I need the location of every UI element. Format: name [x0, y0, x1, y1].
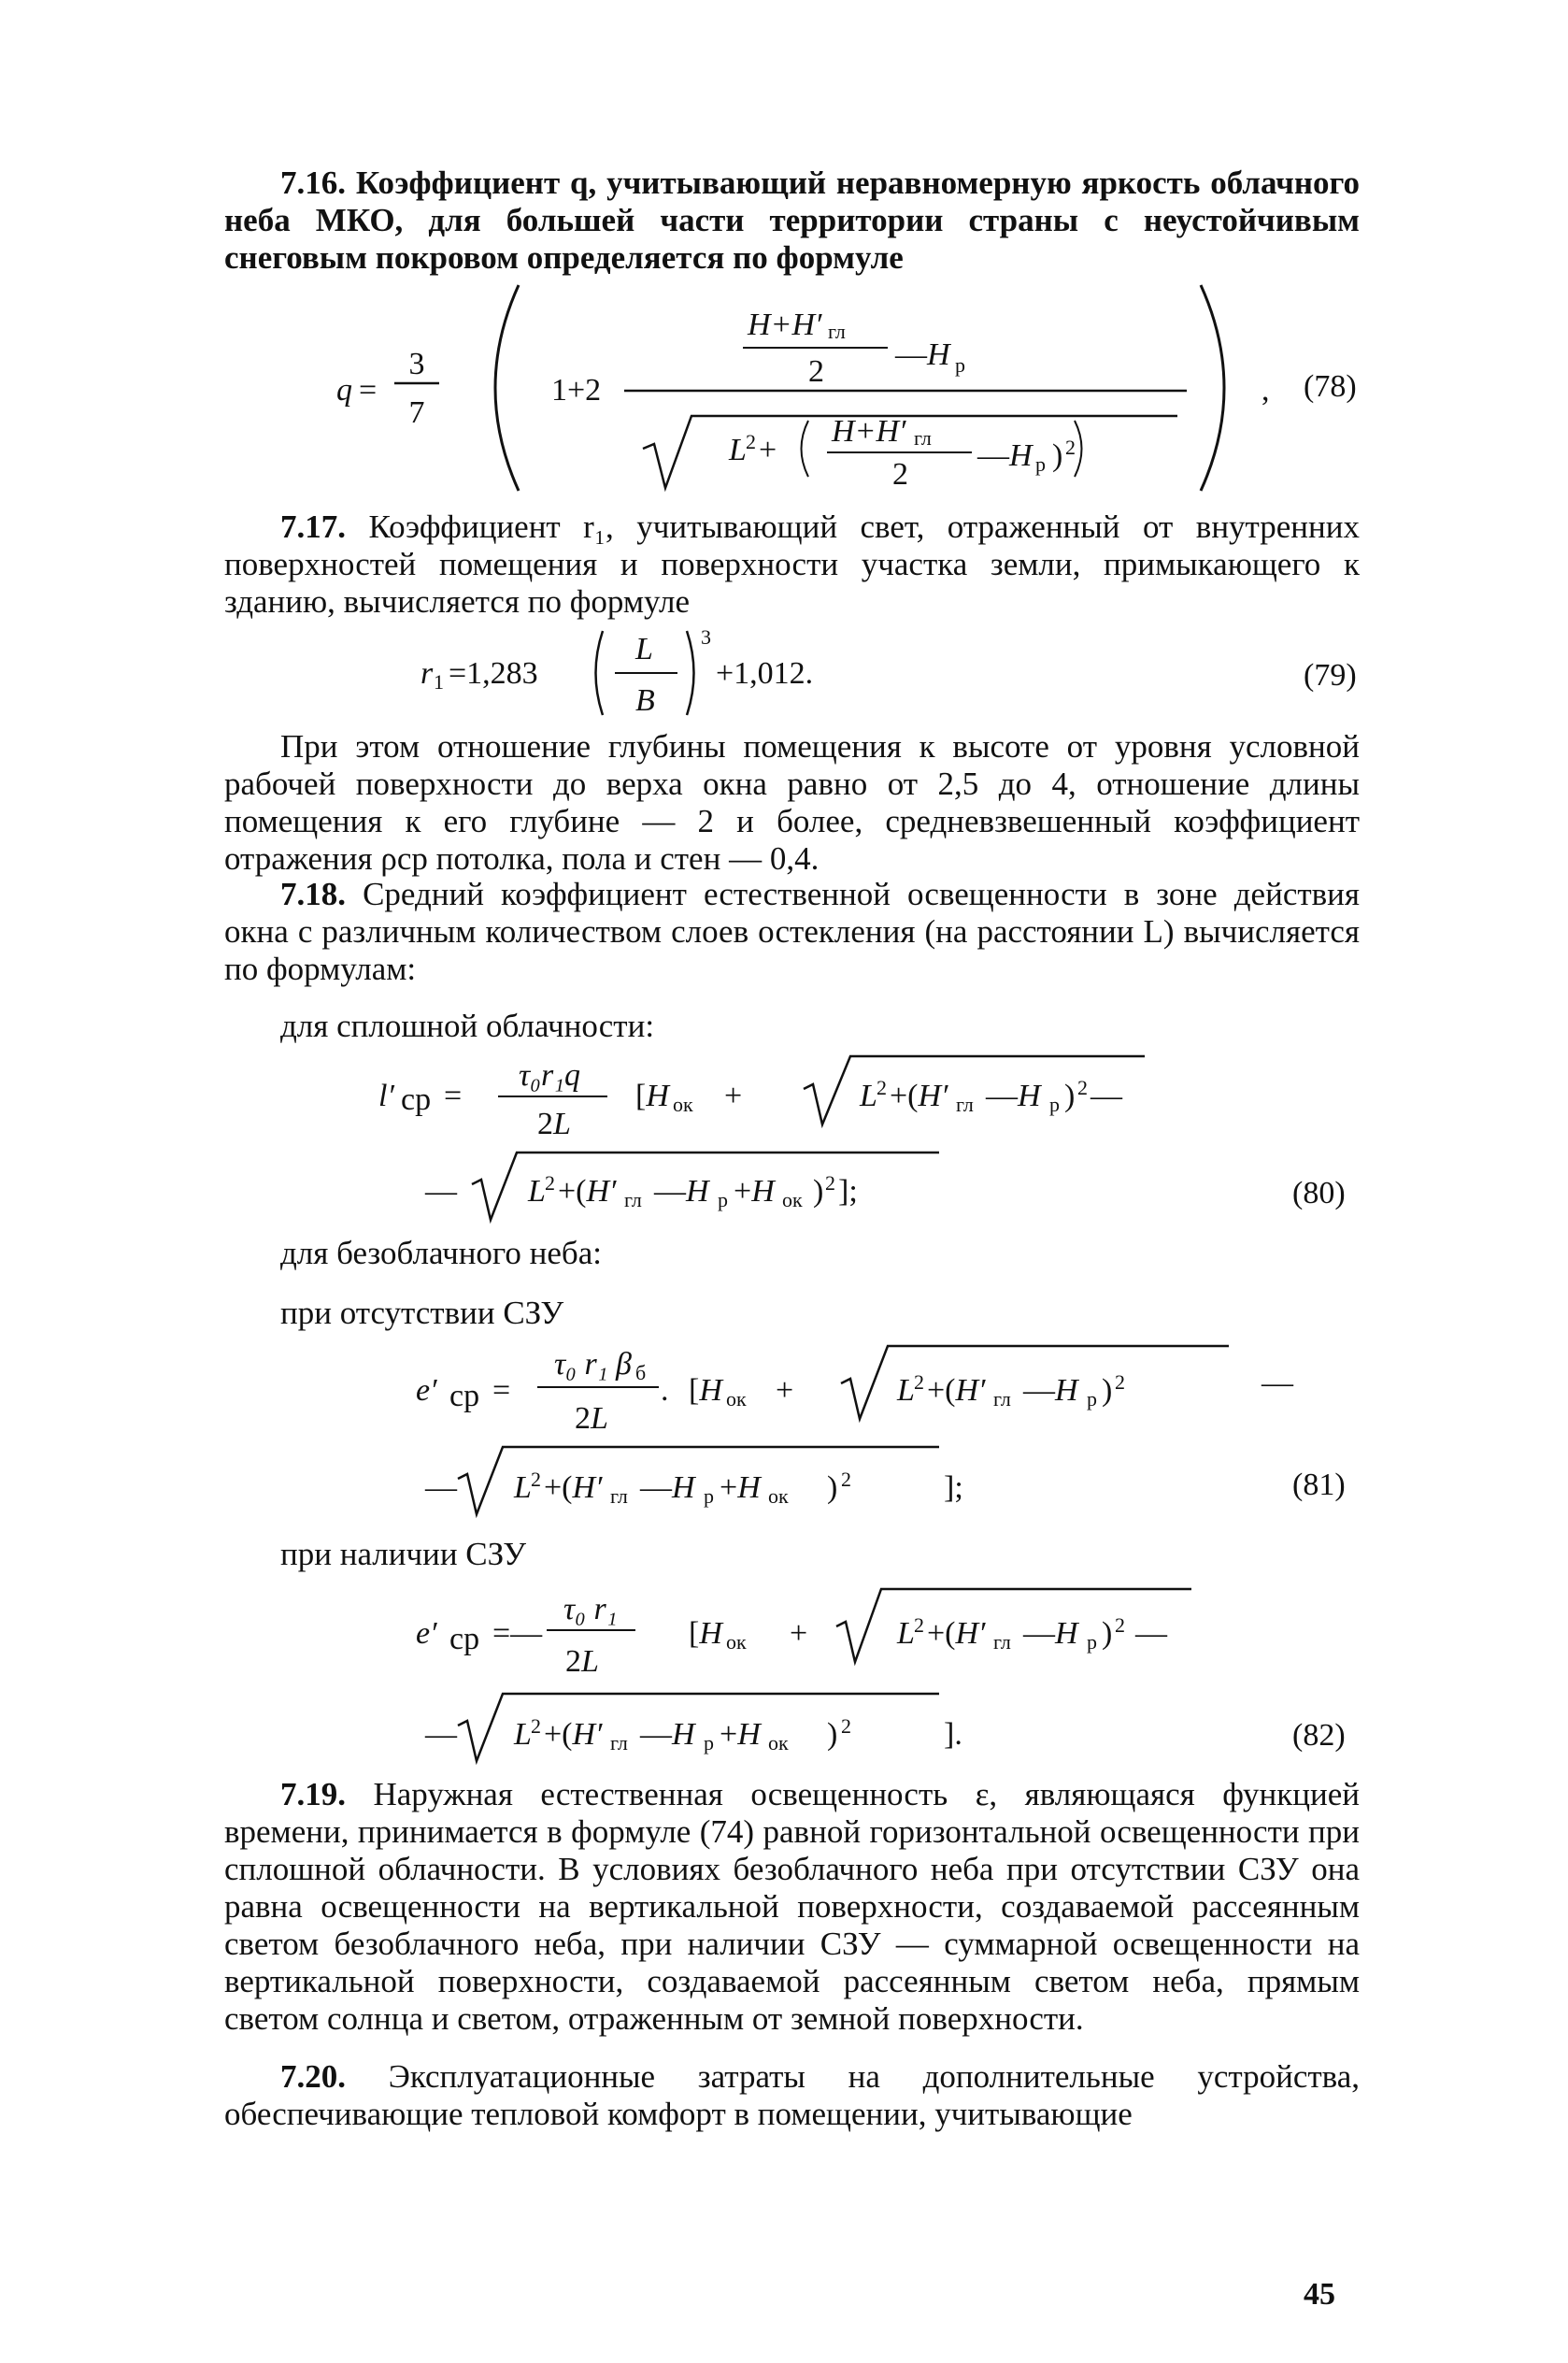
svg-text:+: +: [776, 1373, 794, 1408]
svg-text:3: 3: [408, 347, 425, 381]
svg-text:+: +: [724, 1079, 743, 1113]
svg-text:2: 2: [1115, 1613, 1125, 1637]
svg-text:—: —: [425, 1470, 457, 1505]
paragraph-7-20: [224, 2058, 1360, 2133]
svg-text:): ): [1102, 1616, 1113, 1651]
svg-text:гл: гл: [624, 1188, 642, 1211]
svg-text:7: 7: [408, 395, 425, 430]
svg-text:τ₀ r₁ β: τ₀ r₁ β: [554, 1347, 632, 1382]
svg-text:ок: ок: [782, 1188, 803, 1211]
svg-text:].: ].: [944, 1717, 962, 1752]
svg-text:): ): [1064, 1079, 1076, 1113]
svg-text:р: р: [1087, 1630, 1097, 1654]
svg-text:): ): [827, 1717, 838, 1752]
svg-text:+(H′: +(H′: [927, 1373, 986, 1408]
svg-text:L: L: [860, 1079, 877, 1113]
svg-text:—: —: [425, 1717, 457, 1752]
lead-overcast: для сплошной облачности:: [280, 1008, 655, 1044]
svg-text:—H: —H: [1023, 1616, 1078, 1651]
svg-text:2: 2: [877, 1076, 887, 1099]
svg-text:—: —: [425, 1174, 457, 1209]
svg-text:+H: +H: [720, 1470, 761, 1505]
svg-text:.: .: [661, 1373, 669, 1408]
equation-label-82: (82): [1292, 1718, 1346, 1753]
svg-text:2: 2: [531, 1714, 541, 1738]
svg-text:—: —: [977, 438, 1009, 473]
svg-text:—H: —H: [986, 1079, 1041, 1113]
formula-81: [416, 1337, 1350, 1524]
formula-82: [416, 1580, 1350, 1767]
svg-text:ср: ср: [401, 1082, 432, 1117]
svg-text:τ₀r₁q: τ₀r₁q: [519, 1058, 581, 1093]
svg-text:[H: [H: [635, 1079, 669, 1113]
paragraph-text: Коэффициент r₁, учитывающий свет, отраженный от внутренних поверхностей помещения и поверхности участка земли, примыкающего к зданию, вычисляется по формуле: [224, 508, 1361, 620]
paragraph-7-17-note: [224, 728, 1360, 878]
svg-text:+: +: [790, 1616, 808, 1651]
svg-text:гл: гл: [610, 1731, 628, 1754]
svg-text:б: б: [635, 1361, 647, 1384]
svg-text:,: ,: [1262, 373, 1270, 408]
svg-text:2: 2: [808, 354, 824, 389]
svg-text:2: 2: [545, 1171, 555, 1195]
svg-text:—: —: [1090, 1079, 1122, 1113]
svg-text:гл: гл: [828, 320, 846, 343]
svg-text:L: L: [514, 1470, 532, 1505]
svg-text:];: ];: [944, 1470, 963, 1505]
formula-78: [327, 280, 1374, 495]
svg-text:=: =: [492, 1373, 511, 1408]
svg-text:ок: ок: [768, 1731, 789, 1754]
svg-text:гл: гл: [993, 1387, 1011, 1411]
svg-text:гл: гл: [956, 1093, 974, 1116]
svg-text:—H: —H: [640, 1717, 695, 1752]
svg-text:=: =: [444, 1079, 463, 1113]
svg-text:р: р: [1035, 452, 1046, 476]
equation-label-80: (80): [1292, 1176, 1346, 1210]
svg-text:2L: 2L: [537, 1107, 571, 1141]
section-number: 7.18.: [280, 876, 346, 912]
svg-text:H+H′: H+H′: [832, 414, 906, 449]
svg-text:2: 2: [914, 1370, 924, 1394]
svg-text:2: 2: [1065, 436, 1076, 459]
svg-text:гл: гл: [993, 1630, 1011, 1654]
paragraph-text: Коэффициент q, учитывающий неравномерную яркость облачного неба МКО, для большей части территории страны с неустойчивым снеговым покровом определяется по формуле: [224, 165, 1361, 276]
svg-text:—H: —H: [640, 1470, 695, 1505]
svg-text:H+H′: H+H′: [748, 308, 822, 342]
svg-text:ок: ок: [673, 1093, 693, 1116]
svg-text:1+2: 1+2: [551, 373, 602, 408]
lead-with-szu: при наличии СЗУ: [280, 1536, 527, 1572]
svg-text:τ₀ r₁: τ₀ r₁: [563, 1592, 618, 1626]
svg-text:e′: e′: [416, 1373, 437, 1408]
svg-text:): ): [813, 1174, 824, 1209]
svg-text:—: —: [1262, 1366, 1293, 1400]
section-number: 7.20.: [280, 2058, 346, 2095]
formula-80: [378, 1052, 1313, 1239]
svg-text:гл: гл: [610, 1484, 628, 1508]
svg-text:L: L: [514, 1717, 532, 1752]
svg-text:): ): [1052, 438, 1063, 473]
svg-text:ок: ок: [768, 1484, 789, 1508]
svg-text:1: 1: [434, 670, 444, 694]
svg-text:+(H′: +(H′: [927, 1616, 986, 1651]
svg-text:L: L: [528, 1174, 546, 1209]
svg-text:r: r: [421, 656, 434, 691]
formula-79: [421, 622, 888, 724]
svg-text:+(H′: +(H′: [890, 1079, 948, 1113]
svg-text:2L: 2L: [565, 1644, 599, 1679]
svg-text:+(H′: +(H′: [544, 1470, 603, 1505]
svg-text:2: 2: [825, 1171, 835, 1195]
svg-text:ср: ср: [449, 1622, 480, 1656]
svg-text:р: р: [718, 1188, 728, 1211]
svg-text:р: р: [955, 353, 965, 377]
svg-text:2: 2: [531, 1468, 541, 1491]
svg-text:L: L: [729, 433, 747, 467]
lead-clear-sky: для безоблачного неба:: [280, 1235, 602, 1271]
section-number: 7.19.: [280, 1776, 346, 1812]
paragraph-text: При этом отношение глубины помещения к высоте от уровня условной рабочей поверхности до верха окна равно от 2,5 до 4, отношение длины помещения к его глубине — 2 и более, средневзвешенный коэффициент отражения ρср потолка, пола и стен — 0,4.: [224, 728, 1360, 877]
paragraph-text: Наружная естественная освещенность ε, являющаяся функцией времени, принимается в формуле (74) равной горизонтальной освещенности при сплошной облачности. В условиях безоблачного неба при отсутствии СЗУ она равна освещенности на вертикальной поверхности, создаваемой рассеянным светом безоблачного неба, при наличии СЗУ — суммарной освещенности на вертикальной поверхности, создаваемой рассеянным светом неба, прямым светом солнца и светом, отраженным от земной поверхности.: [224, 1776, 1360, 2037]
equation-label-78: (78): [1304, 369, 1357, 404]
svg-text:[H: [H: [689, 1616, 722, 1651]
svg-text:2L: 2L: [575, 1401, 608, 1436]
svg-text:L: L: [635, 632, 653, 666]
paragraph-7-18: [224, 876, 1360, 988]
equation-label-81: (81): [1292, 1468, 1346, 1502]
svg-text:q: q: [336, 373, 352, 408]
svg-text:+(H′: +(H′: [544, 1717, 603, 1752]
svg-text:H: H: [927, 337, 950, 372]
svg-text:2: 2: [1077, 1076, 1088, 1099]
svg-text:ок: ок: [726, 1630, 747, 1654]
svg-text:р: р: [1087, 1387, 1097, 1411]
svg-text:H: H: [1009, 438, 1033, 473]
svg-text:ок: ок: [726, 1387, 747, 1411]
svg-text:L: L: [897, 1373, 915, 1408]
svg-text:+1,012.: +1,012.: [716, 656, 814, 691]
svg-text:B: B: [635, 683, 655, 718]
paragraph-text: Эксплуатационные затраты на дополнительные устройства, обеспечивающие тепловой комфорт в помещении, учитывающие: [224, 2058, 1361, 2132]
svg-text:l′: l′: [378, 1079, 394, 1113]
svg-text:2: 2: [841, 1714, 851, 1738]
svg-text:=1,283: =1,283: [449, 656, 538, 691]
paragraph-7-16: [224, 165, 1360, 277]
svg-text:e′: e′: [416, 1616, 437, 1651]
svg-text:3: 3: [701, 625, 711, 649]
svg-text:+H: +H: [720, 1717, 761, 1752]
svg-text:): ): [827, 1470, 838, 1505]
section-number: 7.17.: [280, 508, 346, 545]
svg-text:2: 2: [746, 430, 756, 453]
svg-text:+(H′: +(H′: [558, 1174, 617, 1209]
page-number: 45: [1304, 2277, 1335, 2312]
svg-text:L: L: [897, 1616, 915, 1651]
paragraph-7-19: [224, 1776, 1360, 2038]
paragraph-7-17: [224, 508, 1360, 621]
svg-text:ср: ср: [449, 1379, 480, 1413]
svg-text:2: 2: [914, 1613, 924, 1637]
section-number: 7.16.: [280, 165, 346, 201]
svg-text:—: —: [1135, 1616, 1167, 1651]
svg-text:р: р: [1049, 1093, 1060, 1116]
svg-text:р: р: [704, 1731, 714, 1754]
svg-text:];: ];: [838, 1174, 858, 1209]
svg-text:—H: —H: [1023, 1373, 1078, 1408]
equation-label-79: (79): [1304, 658, 1357, 693]
lead-no-szu: при отсутствии СЗУ: [280, 1295, 564, 1331]
svg-text:р: р: [704, 1484, 714, 1508]
svg-text:—: —: [895, 337, 927, 372]
svg-text:2: 2: [1115, 1370, 1125, 1394]
svg-text:2: 2: [841, 1468, 851, 1491]
paragraph-text: Средний коэффициент естественной освещенности в зоне действия окна с различным количеством слоев остекления (на расстоянии L) вычисляется по формулам:: [224, 876, 1361, 987]
svg-text:=: =: [359, 373, 378, 408]
svg-text:—H: —H: [654, 1174, 709, 1209]
svg-text:+H: +H: [734, 1174, 775, 1209]
svg-text:гл: гл: [914, 426, 932, 450]
svg-text:=—: =—: [492, 1616, 543, 1651]
svg-text:+: +: [759, 433, 777, 467]
svg-text:): ): [1102, 1373, 1113, 1408]
svg-text:2: 2: [892, 457, 908, 492]
svg-text:[H: [H: [689, 1373, 722, 1408]
